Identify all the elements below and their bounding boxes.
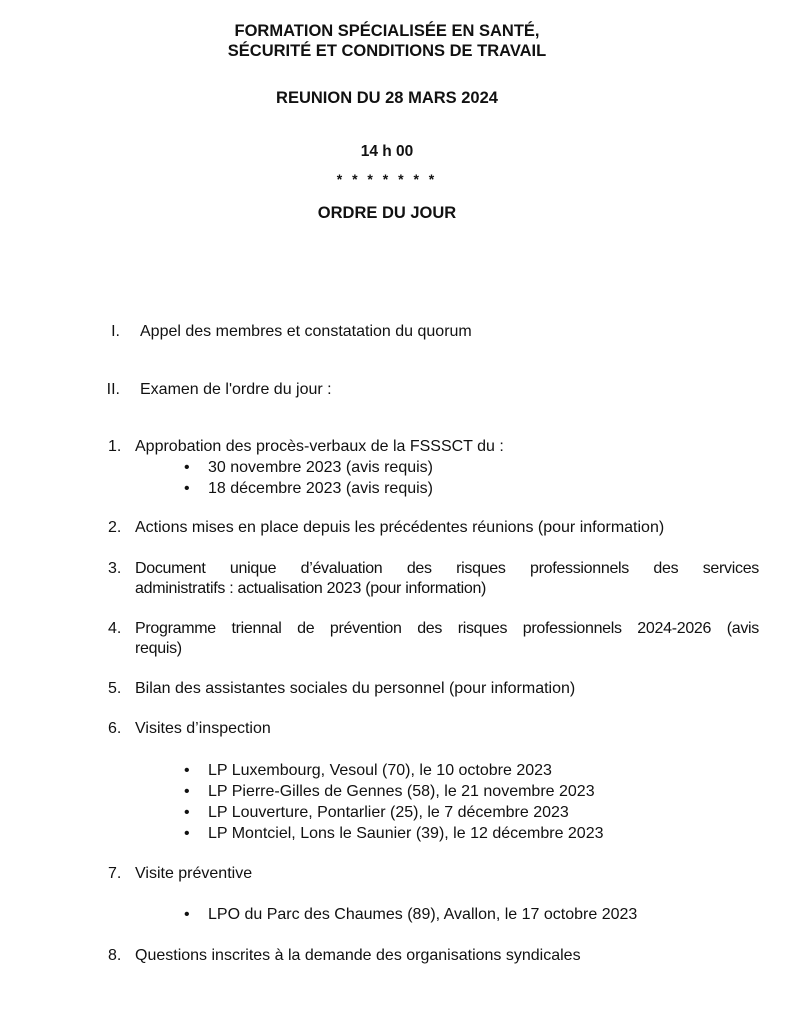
item-text-line1: Document unique d’évaluation des risques professionnels des services (135, 560, 759, 577)
bullet-icon: • (184, 804, 190, 821)
item-number: 8. (108, 947, 122, 964)
roman-numeral: I. (111, 323, 120, 340)
item-text-line2: administratifs : actualisation 2023 (pour information) (135, 580, 487, 597)
bullet-text: LP Louverture, Pontarlier (25), le 7 décembre 2023 (208, 804, 569, 821)
roman-numeral: II. (106, 381, 120, 398)
item-number: 7. (108, 865, 122, 882)
bullet-icon: • (184, 762, 190, 779)
item-text-line2: requis) (135, 640, 182, 657)
item-text: Visite préventive (135, 865, 253, 882)
bullet-text: 18 décembre 2023 (avis requis) (208, 480, 434, 497)
document-title-line2: SÉCURITÉ ET CONDITIONS DE TRAVAIL (227, 42, 547, 60)
item-text-line1: Programme triennal de prévention des risques professionnels 2024-2026 (avis (135, 620, 759, 637)
item-number: 5. (108, 680, 122, 697)
bullet-icon: • (184, 480, 190, 497)
item-number: 3. (108, 560, 122, 577)
separator: * * * * * * * (336, 171, 438, 187)
item-number: 1. (108, 438, 122, 455)
item-text: Questions inscrites à la demande des organisations syndicales (135, 947, 581, 964)
meeting-date: REUNION DU 28 MARS 2024 (276, 89, 498, 107)
item-number: 6. (108, 720, 122, 737)
bullet-icon: • (184, 783, 190, 800)
bullet-icon: • (184, 459, 190, 476)
item-text: Approbation des procès-verbaux de la FSSSCT du : (135, 438, 504, 455)
bullet-icon: • (184, 906, 190, 923)
bullet-text: LP Pierre-Gilles de Gennes (58), le 21 novembre 2023 (208, 783, 595, 800)
bullet-icon: • (184, 825, 190, 842)
document-title-line1: FORMATION SPÉCIALISÉE EN SANTÉ, (234, 22, 540, 40)
item-number: 2. (108, 519, 122, 536)
bullet-text: LPO du Parc des Chaumes (89), Avallon, le 17 octobre 2023 (208, 906, 638, 923)
bullet-text: 30 novembre 2023 (avis requis) (208, 459, 434, 476)
meeting-time: 14 h 00 (360, 143, 414, 160)
agenda-title: ORDRE DU JOUR (317, 204, 457, 222)
item-text: Actions mises en place depuis les précédentes réunions (pour information) (135, 519, 665, 536)
item-text: Visites d’inspection (135, 720, 271, 737)
item-number: 4. (108, 620, 122, 637)
bullet-text: LP Luxembourg, Vesoul (70), le 10 octobre 2023 (208, 762, 552, 779)
bullet-text: LP Montciel, Lons le Saunier (39), le 12 décembre 2023 (208, 825, 604, 842)
section-text: Examen de l'ordre du jour : (140, 381, 332, 398)
section-text: Appel des membres et constatation du quorum (140, 323, 472, 340)
item-text: Bilan des assistantes sociales du personnel (pour information) (135, 680, 576, 697)
